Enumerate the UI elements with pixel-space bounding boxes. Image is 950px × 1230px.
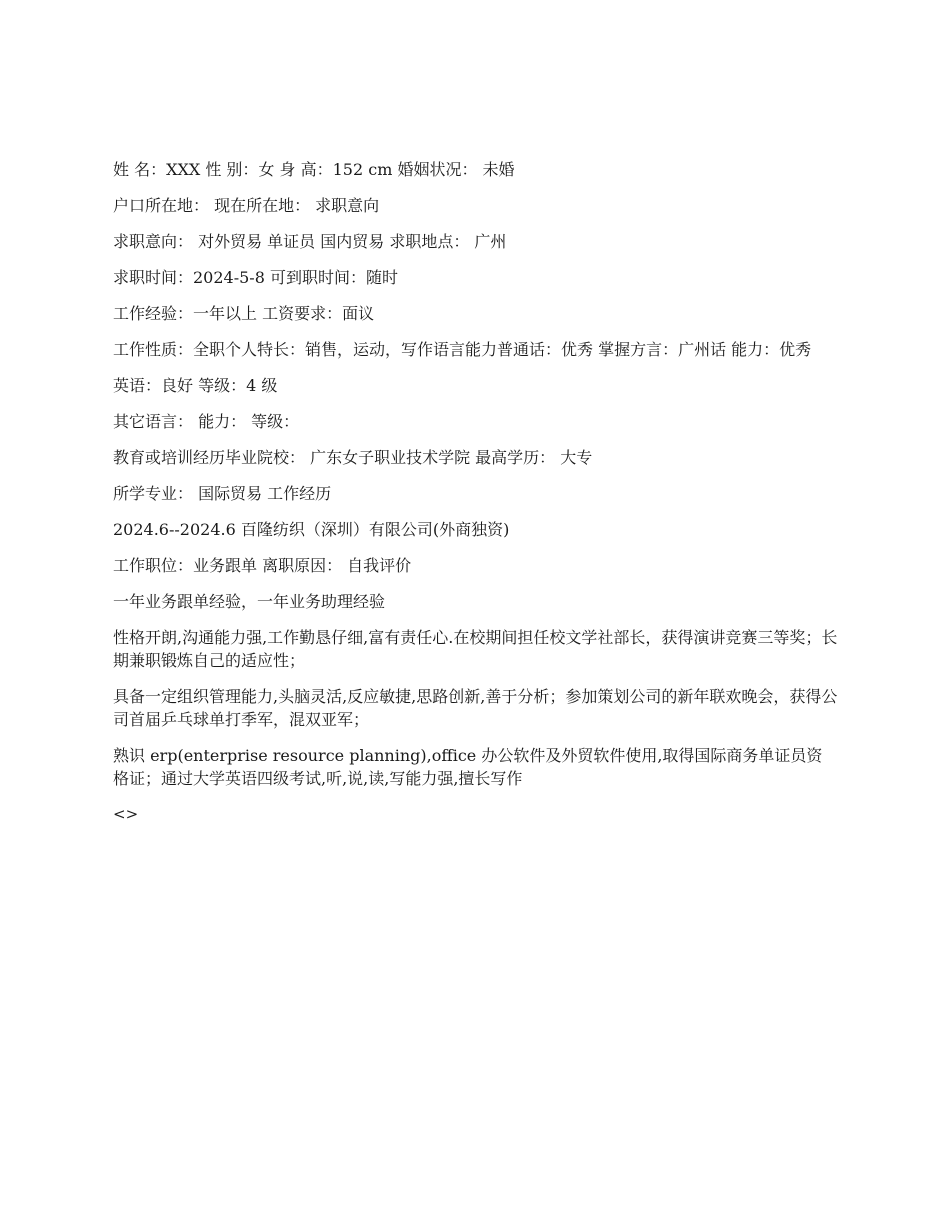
- education-line: 教育或培训经历毕业院校： 广东女子职业技术学院 最高学历： 大专: [113, 448, 593, 467]
- job-time-line: 求职时间：2024-5-8 可到职时间：随时: [113, 268, 398, 287]
- residence-line: 户口所在地： 现在所在地： 求职意向: [113, 196, 380, 215]
- self-evaluation-abilities: 具备一定组织管理能力,头脑灵活,反应敏捷,思路创新,善于分析；参加策划公司的新年联欢晚会，获得公司首届乒乓球单打季军，混双亚军；: [113, 687, 838, 729]
- trailing-marker: <>: [113, 805, 139, 823]
- resume-document: [113, 158, 838, 839]
- job-intention-line: 求职意向： 对外贸易 单证员 国内贸易 求职地点： 广州: [113, 232, 507, 251]
- self-evaluation-personality: 性格开朗,沟通能力强,工作勤恳仔细,富有责任心.在校期间担任校文学社部长，获得演讲竞赛三等奖；长期兼职锻炼自己的适应性；: [113, 628, 838, 670]
- job-position-line: 工作职位：业务跟单 离职原因： 自我评价: [113, 556, 412, 575]
- major-line: 所学专业： 国际贸易 工作经历: [113, 484, 332, 503]
- english-level-line: 英语：良好 等级：4 级: [113, 376, 278, 395]
- self-evaluation-skills: 熟识 erp(enterprise resource planning),office 办公软件及外贸软件使用,取得国际商务单证员资格证；通过大学英语四级考试,听,说,读,写能力强,擅长写作: [113, 746, 823, 788]
- personal-info-line: 姓 名：XXX 性 别：女 身 高：152 cm 婚姻状况： 未婚: [113, 160, 515, 179]
- experience-summary-line: 一年业务跟单经验，一年业务助理经验: [113, 592, 386, 611]
- work-experience-line: 工作经验：一年以上 工资要求：面议: [113, 304, 375, 323]
- work-nature-line: 工作性质：全职个人特长：销售，运动，写作语言能力普通话：优秀 掌握方言：广州话 能力：优秀: [113, 340, 812, 359]
- other-language-line: 其它语言： 能力： 等级：: [113, 412, 300, 431]
- employment-entry-line: 2024.6--2024.6 百隆纺织（深圳）有限公司(外商独资): [113, 520, 510, 539]
